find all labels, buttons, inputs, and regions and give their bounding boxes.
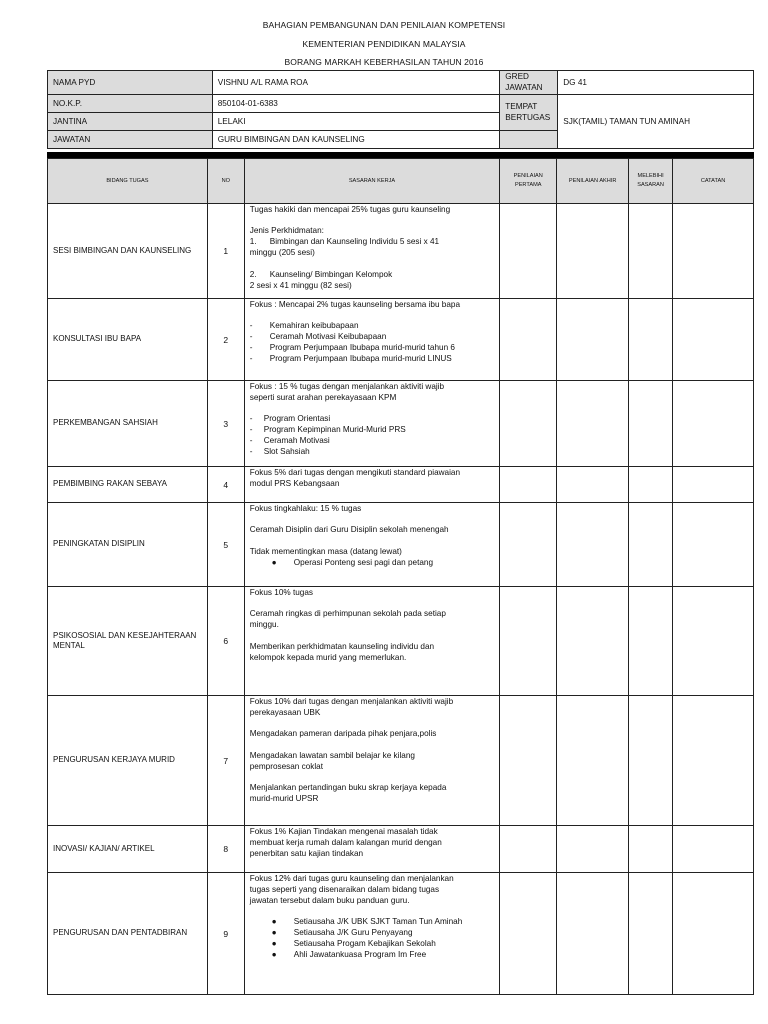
tempat-bertugas-label: TEMPAT BERTUGAS xyxy=(500,95,558,131)
sasaran-kerja xyxy=(244,467,500,503)
bidang-tugas: PENGURUSAN DAN PENTADBIRAN xyxy=(48,873,208,995)
sasaran-line: Fokus 5% dari tugas dengan mengikuti standard piawaian xyxy=(249,468,461,477)
sasaran-line: Program Perjumpaan Ibubapa murid-murid tahun 6 xyxy=(269,343,455,353)
penilaian-pertama-cell[interactable] xyxy=(500,299,557,381)
sasaran-line: Fokus 12% dari tugas guru kaunseling dan menjalankan xyxy=(249,874,454,883)
bullet-icon: ● xyxy=(271,949,277,959)
bullet-icon: ● xyxy=(271,928,277,938)
sasaran-line: Setiausaha J/K Guru Penyayang xyxy=(293,928,413,938)
table-row xyxy=(48,826,754,873)
jawatan-value: GURU BIMBINGAN DAN KAUNSELING xyxy=(212,131,500,149)
sasaran-line: tugas seperti yang disenaraikan dalam bidang tugas xyxy=(249,884,440,894)
gred-jawatan-value: DG 41 xyxy=(558,71,754,95)
penilaian-pertama-cell[interactable] xyxy=(500,587,557,696)
list-dash: - xyxy=(249,343,253,353)
sasaran-line: Fokus : Mencapai 2% tugas kaunseling bersama ibu bapa xyxy=(249,300,461,309)
catatan-cell[interactable] xyxy=(673,381,754,467)
header-line-2: KEMENTERIAN PENDIDIKAN MALAYSIA xyxy=(302,39,466,49)
sasaran-line: Program Perjumpaan Ibubapa murid-murid LINUS xyxy=(269,354,452,364)
sasaran-line: Jenis Perkhidmatan: xyxy=(249,226,324,236)
penilaian-akhir-cell[interactable] xyxy=(557,467,629,503)
penilaian-akhir-cell[interactable] xyxy=(557,381,629,467)
penilaian-pertama-cell[interactable] xyxy=(500,696,557,826)
sasaran-kerja xyxy=(244,381,500,467)
melebihi-sasaran-cell[interactable] xyxy=(629,587,673,696)
row-number: 8 xyxy=(207,826,244,873)
sasaran-line: pemprosesan coklat xyxy=(249,761,324,771)
sasaran-line: Program Kepimpinan Murid-Murid PRS xyxy=(263,425,406,435)
sasaran-line: Ceramah Motivasi xyxy=(263,436,330,446)
penilaian-pertama-cell[interactable] xyxy=(500,467,557,503)
melebihi-sasaran-cell[interactable] xyxy=(629,467,673,503)
catatan-cell[interactable] xyxy=(673,873,754,995)
row-number: 9 xyxy=(207,873,244,995)
table-row xyxy=(48,467,754,503)
melebihi-sasaran-cell[interactable] xyxy=(629,299,673,381)
list-dash: - xyxy=(249,321,253,331)
tempat-bertugas-value: SJK(TAMIL) TAMAN TUN AMINAH xyxy=(558,95,754,149)
sasaran-line: Mengadakan pameran daripada pihak penjara,polis xyxy=(249,729,437,739)
melebihi-sasaran-cell[interactable] xyxy=(629,381,673,467)
sasaran-line: Fokus tingkahlaku: 15 % tugas xyxy=(249,504,362,513)
info-table xyxy=(47,70,754,149)
sasaran-line: Program Orientasi xyxy=(263,414,331,424)
row-number: 4 xyxy=(207,467,244,503)
melebihi-sasaran-cell[interactable] xyxy=(629,503,673,587)
table-row xyxy=(48,503,754,587)
jantina-value: LELAKI xyxy=(212,113,500,131)
sasaran-line: Fokus 1% Kajian Tindakan mengenai masalah tidak xyxy=(249,827,438,836)
col-catatan: CATATAN xyxy=(673,159,754,204)
list-dash: - xyxy=(249,436,253,446)
tempat-bertugas-spacer xyxy=(500,131,558,149)
sasaran-line: Bimbingan dan Kaunseling Individu 5 sesi x 41 xyxy=(269,237,440,247)
nokp-label: NO.K.P. xyxy=(48,95,213,113)
table-row xyxy=(48,696,754,826)
penilaian-akhir-cell[interactable] xyxy=(557,587,629,696)
row-number: 1 xyxy=(207,204,244,299)
penilaian-pertama-cell[interactable] xyxy=(500,503,557,587)
bidang-tugas: KONSULTASI IBU BAPA xyxy=(48,299,208,381)
nama-pyd-label: NAMA PYD xyxy=(48,71,213,95)
sasaran-line: membuat kerja rumah dalam kalangan murid dengan xyxy=(249,837,442,847)
sasaran-line: Tidak mementingkan masa (datang lewat) xyxy=(249,546,402,556)
row-number: 6 xyxy=(207,587,244,696)
col-penilaian-pertama: PENILAIAN PERTAMA xyxy=(500,159,557,204)
col-bidang-tugas: BIDANG TUGAS xyxy=(48,159,208,204)
list-dash: - xyxy=(249,425,253,435)
catatan-cell[interactable] xyxy=(673,826,754,873)
sasaran-line: murid-murid UPSR xyxy=(249,793,319,803)
catatan-cell[interactable] xyxy=(673,587,754,696)
sasaran-line: Fokus : 15 % tugas dengan menjalankan aktiviti wajib xyxy=(249,382,445,391)
bullet-icon: ● xyxy=(271,557,277,567)
melebihi-sasaran-cell[interactable] xyxy=(629,873,673,995)
column-header-row xyxy=(48,159,754,204)
list-dash: - xyxy=(249,354,253,364)
sasaran-kerja xyxy=(244,299,500,381)
list-number: 1. xyxy=(249,237,257,247)
bidang-tugas: PERKEMBANGAN SAHSIAH xyxy=(48,381,208,467)
col-melebihi-sasaran: MELEBIHI SASARAN xyxy=(629,159,673,204)
penilaian-pertama-cell[interactable] xyxy=(500,381,557,467)
list-dash: - xyxy=(249,447,253,457)
sasaran-kerja xyxy=(244,204,500,299)
row-number: 2 xyxy=(207,299,244,381)
list-dash: - xyxy=(249,414,253,424)
table-row xyxy=(48,587,754,696)
sasaran-line: Ceramah Motivasi Keibubapaan xyxy=(269,332,387,342)
sasaran-kerja xyxy=(244,503,500,587)
col-penilaian-akhir: PENILAIAN AKHIR xyxy=(557,159,629,204)
catatan-cell[interactable] xyxy=(673,696,754,826)
sasaran-line: Menjalankan pertandingan buku skrap kerjaya kepada xyxy=(249,783,447,793)
col-no: NO xyxy=(207,159,244,204)
sasaran-kerja xyxy=(244,826,500,873)
jawatan-label: JAWATAN xyxy=(48,131,213,149)
sasaran-line: Slot Sahsiah xyxy=(263,447,310,457)
bidang-tugas: PEMBIMBING RAKAN SEBAYA xyxy=(48,467,208,503)
sasaran-line: Fokus 10% tugas xyxy=(249,588,313,597)
nokp-value: 850104-01-6383 xyxy=(212,95,500,113)
sasaran-line: 2 sesi x 41 minggu (82 sesi) xyxy=(249,280,352,290)
target-table xyxy=(47,158,754,995)
sasaran-line: Ceramah Disiplin dari Guru Disiplin sekolah menengah xyxy=(249,525,449,535)
bidang-tugas: SESI BIMBINGAN DAN KAUNSELING xyxy=(48,204,208,299)
sasaran-line: Kemahiran keibubapaan xyxy=(269,321,359,331)
sasaran-line: modul PRS Kebangsaan xyxy=(249,478,340,488)
row-number: 7 xyxy=(207,696,244,826)
header-line-3: BORANG MARKAH KEBERHASILAN TAHUN 2016 xyxy=(284,57,484,67)
bullet-icon: ● xyxy=(271,917,277,927)
sasaran-line: minggu. xyxy=(249,620,279,630)
table-row xyxy=(48,299,754,381)
catatan-cell[interactable] xyxy=(673,299,754,381)
table-row xyxy=(48,381,754,467)
bidang-tugas: PSIKOSOSIAL DAN KESEJAHTERAAN MENTAL xyxy=(48,587,208,696)
melebihi-sasaran-cell[interactable] xyxy=(629,696,673,826)
sasaran-line: Fokus 10% dari tugas dengan menjalankan aktiviti wajib xyxy=(249,697,454,706)
gred-jawatan-label: GRED JAWATAN xyxy=(500,71,558,95)
sasaran-kerja xyxy=(244,696,500,826)
jantina-label: JANTINA xyxy=(48,113,213,131)
nama-pyd-value: VISHNU A/L RAMA ROA xyxy=(212,71,500,95)
sasaran-line: kelompok kepada murid yang memerlukan. xyxy=(249,652,407,662)
sasaran-line: seperti surat arahan perekayasaan KPM xyxy=(249,392,397,402)
sasaran-line: minggu (205 sesi) xyxy=(249,248,315,258)
sasaran-line: Memberikan perkhidmatan kaunseling individu dan xyxy=(249,641,435,651)
sasaran-line: Ceramah ringkas di perhimpunan sekolah pada setiap xyxy=(249,609,446,619)
penilaian-pertama-cell[interactable] xyxy=(500,204,557,299)
sasaran-kerja xyxy=(244,587,500,696)
sasaran-line: Tugas hakiki dan mencapai 25% tugas guru kaunseling xyxy=(249,205,451,214)
catatan-cell[interactable] xyxy=(673,467,754,503)
penilaian-pertama-cell[interactable] xyxy=(500,826,557,873)
row-number: 3 xyxy=(207,381,244,467)
melebihi-sasaran-cell[interactable] xyxy=(629,826,673,873)
col-sasaran-kerja: SASARAN KERJA xyxy=(244,159,500,204)
table-row xyxy=(48,873,754,995)
catatan-cell[interactable] xyxy=(673,204,754,299)
sasaran-line: Ahli Jawatankuasa Program Im Free xyxy=(293,949,427,959)
list-dash: - xyxy=(249,332,253,342)
bidang-tugas: INOVASI/ KAJIAN/ ARTIKEL xyxy=(48,826,208,873)
sasaran-line: perekayasaan UBK xyxy=(249,707,321,717)
header-line-1: BAHAGIAN PEMBANGUNAN DAN PENILAIAN KOMPETENSI xyxy=(262,20,506,30)
list-number: 2. xyxy=(249,269,257,279)
sasaran-line: Mengadakan lawatan sambil belajar ke kilang xyxy=(249,750,415,760)
sasaran-line: Operasi Ponteng sesi pagi dan petang xyxy=(293,557,434,567)
melebihi-sasaran-cell[interactable] xyxy=(629,204,673,299)
penilaian-akhir-cell[interactable] xyxy=(557,503,629,587)
bidang-tugas: PENGURUSAN KERJAYA MURID xyxy=(48,696,208,826)
row-number: 5 xyxy=(207,503,244,587)
penilaian-akhir-cell[interactable] xyxy=(557,204,629,299)
penilaian-pertama-cell[interactable] xyxy=(500,873,557,995)
bidang-tugas: PENINGKATAN DISIPLIN xyxy=(48,503,208,587)
sasaran-line: Kaunseling/ Bimbingan Kelompok xyxy=(269,269,393,279)
bullet-icon: ● xyxy=(271,939,277,949)
penilaian-akhir-cell[interactable] xyxy=(557,696,629,826)
catatan-cell[interactable] xyxy=(673,503,754,587)
sasaran-line: penerbitan satu kajian tindakan xyxy=(249,848,364,858)
sasaran-kerja xyxy=(244,873,500,995)
penilaian-akhir-cell[interactable] xyxy=(557,826,629,873)
sasaran-line: jawatan tersebut dalam buku panduan guru. xyxy=(249,895,410,905)
sasaran-line: Setiausaha Progam Kebajikan Sekolah xyxy=(293,939,436,949)
penilaian-akhir-cell[interactable] xyxy=(557,299,629,381)
penilaian-akhir-cell[interactable] xyxy=(557,873,629,995)
table-row xyxy=(48,204,754,299)
sasaran-line: Setiausaha J/K UBK SJKT Taman Tun Aminah xyxy=(293,917,463,927)
